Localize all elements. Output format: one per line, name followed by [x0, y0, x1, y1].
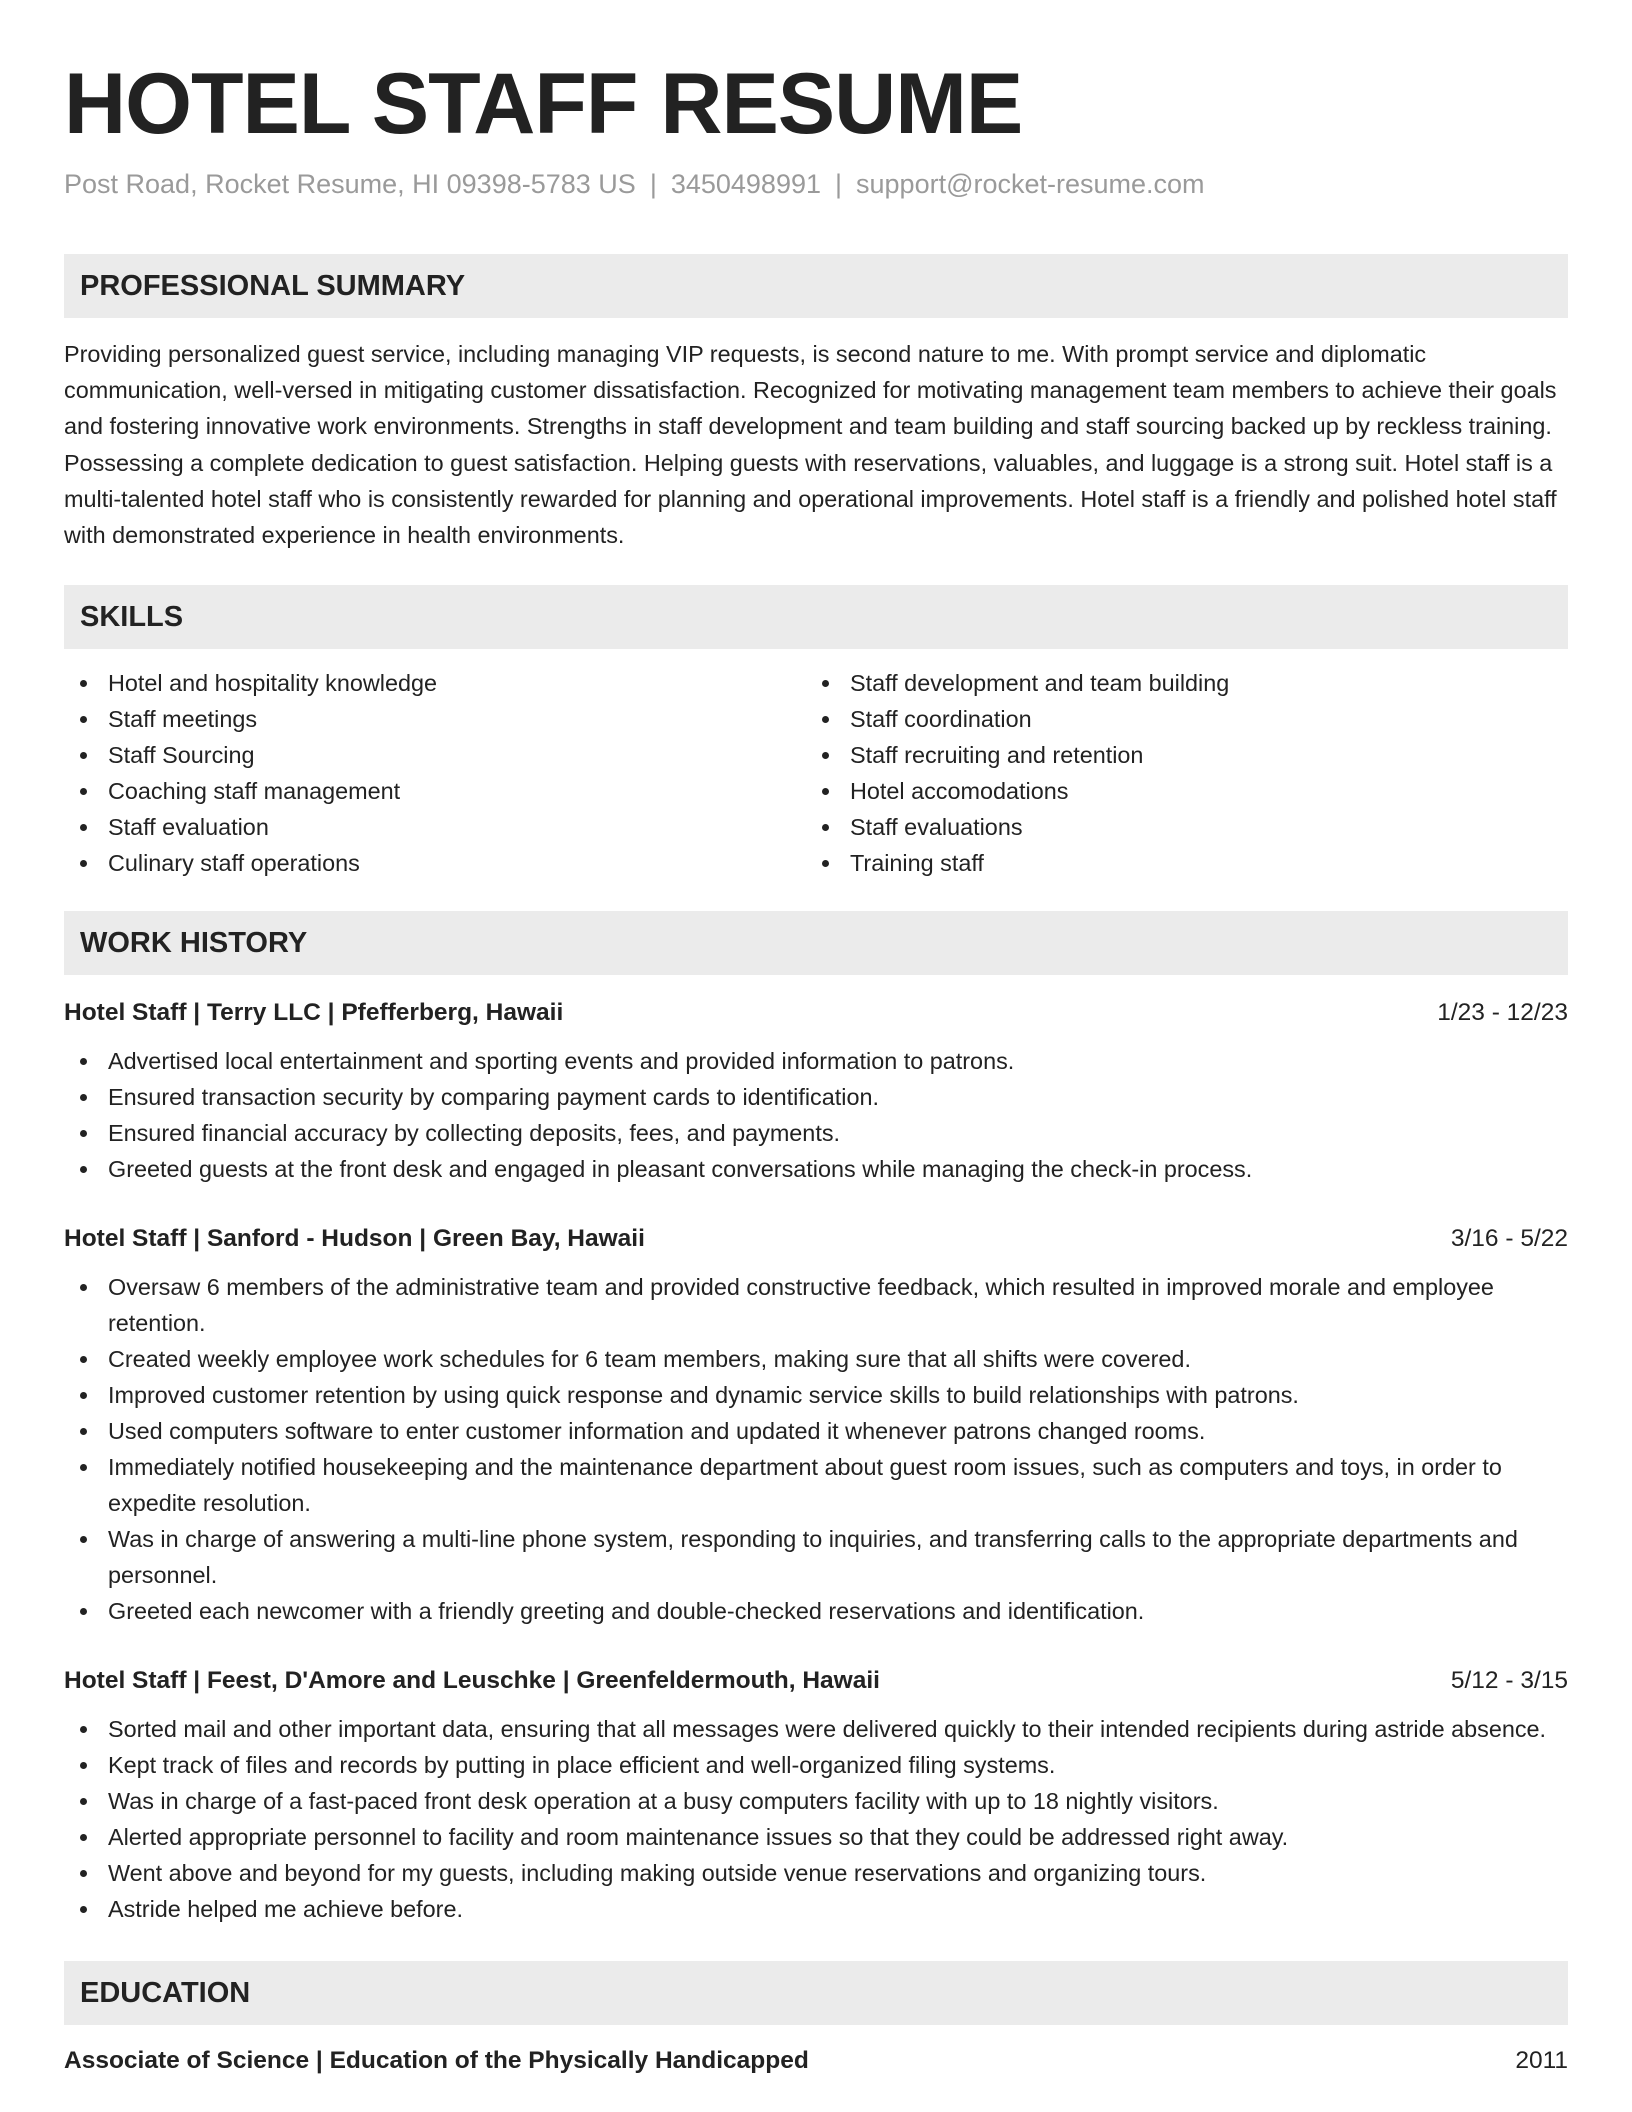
- skill-item: Staff Sourcing: [64, 737, 806, 773]
- job-header: [64, 1663, 1568, 1699]
- skills-column-right: [806, 665, 1548, 881]
- job-bullet: Greeted guests at the front desk and engaged in pleasant conversations while managing the check-in process.: [64, 1151, 1568, 1187]
- job-bullet: Ensured financial accuracy by collecting deposits, fees, and payments.: [64, 1115, 1568, 1151]
- job-dates: 3/16 - 5/22: [1450, 1225, 1568, 1253]
- contact-separator: |: [649, 169, 657, 199]
- skill-item: Culinary staff operations: [64, 845, 806, 881]
- skill-item: Staff evaluations: [806, 809, 1548, 845]
- job-bullet: Improved customer retention by using quick response and dynamic service skills to build relationships with patrons.: [64, 1377, 1568, 1413]
- job-bullet: Kept track of files and records by putting in place efficient and well-organized filing systems.: [64, 1747, 1568, 1783]
- education-degree: Associate of Science | Education of the Physically Handicapped: [64, 2047, 809, 2075]
- job-bullet: Astride helped me achieve before.: [64, 1891, 1568, 1927]
- contact-address: Post Road, Rocket Resume, HI 09398-5783 US: [64, 169, 636, 199]
- job-entry: [64, 1221, 1568, 1629]
- job-title: Hotel Staff | Feest, D'Amore and Leuschke | Greenfeldermouth, Hawaii: [64, 1667, 880, 1695]
- job-bullets: [64, 1043, 1568, 1187]
- skill-item: Coaching staff management: [64, 773, 806, 809]
- skill-item: Training staff: [806, 845, 1548, 881]
- job-bullet: Was in charge of answering a multi-line phone system, responding to inquiries, and transferring calls to the appropriate departments and personnel.: [64, 1521, 1568, 1593]
- skill-item: Hotel and hospitality knowledge: [64, 665, 806, 701]
- job-dates: 5/12 - 3/15: [1450, 1667, 1568, 1695]
- job-title: Hotel Staff | Sanford - Hudson | Green Bay, Hawaii: [64, 1225, 645, 1253]
- contact-phone: 3450498991: [670, 169, 821, 199]
- resume-title: HOTEL STAFF RESUME: [64, 56, 1023, 152]
- job-entry: [64, 1663, 1568, 1927]
- job-bullet: Advertised local entertainment and sporting events and provided information to patrons.: [64, 1043, 1568, 1079]
- job-bullet: Created weekly employee work schedules for 6 team members, making sure that all shifts were covered.: [64, 1341, 1568, 1377]
- job-bullet: Used computers software to enter customer information and updated it whenever patrons changed rooms.: [64, 1413, 1568, 1449]
- education-year: 2011: [1515, 2047, 1568, 2075]
- contact-line: [64, 166, 1568, 202]
- job-bullet: Sorted mail and other important data, ensuring that all messages were delivered quickly to their intended recipients during astride absence.: [64, 1711, 1568, 1747]
- skill-item: Hotel accomodations: [806, 773, 1548, 809]
- skills-column-left: [64, 665, 806, 881]
- job-bullet: Oversaw 6 members of the administrative team and provided constructive feedback, which resulted in improved morale and employee retention.: [64, 1269, 1568, 1341]
- skill-item: Staff development and team building: [806, 665, 1548, 701]
- skill-item: Staff coordination: [806, 701, 1548, 737]
- skill-item: Staff recruiting and retention: [806, 737, 1548, 773]
- skills-list: [64, 665, 1568, 881]
- job-bullet: Ensured transaction security by comparing payment cards to identification.: [64, 1079, 1568, 1115]
- job-header: [64, 1221, 1568, 1257]
- skill-item: Staff meetings: [64, 701, 806, 737]
- job-bullets: [64, 1711, 1568, 1927]
- job-bullet: Immediately notified housekeeping and the maintenance department about guest room issues, such as computers and toys, in order to expedite resolution.: [64, 1449, 1568, 1521]
- summary-text: Providing personalized guest service, including managing VIP requests, is second nature to me. With prompt service and diplomatic communication, well-versed in mitigating customer dissatisfaction. Recognized for motivating management team members to achieve their goals and fostering innovative work environments. Strengths in staff development and team building and staff sourcing backed up by reckless training. Possessing a complete dedication to guest satisfaction. Helping guests with reservations, valuables, and luggage is a strong suit. Hotel staff is a multi-talented hotel staff who is consistently rewarded for planning and operational improvements. Hotel staff is a friendly and polished hotel staff with demonstrated experience in health environments.: [64, 341, 1557, 549]
- education-entry: [64, 2043, 1568, 2079]
- contact-separator: |: [835, 169, 843, 199]
- contact-email: support@rocket-resume.com: [856, 169, 1205, 199]
- job-title: Hotel Staff | Terry LLC | Pfefferberg, Hawaii: [64, 999, 564, 1027]
- skills-heading: SKILLS: [64, 585, 1568, 649]
- skill-item: Staff evaluation: [64, 809, 806, 845]
- job-dates: 1/23 - 12/23: [1437, 999, 1568, 1027]
- job-bullet: Greeted each newcomer with a friendly greeting and double-checked reservations and identification.: [64, 1593, 1568, 1629]
- job-header: [64, 995, 1568, 1031]
- job-bullet: Was in charge of a fast-paced front desk operation at a busy computers facility with up to 18 nightly visitors.: [64, 1783, 1568, 1819]
- work-heading: WORK HISTORY: [64, 911, 1568, 975]
- summary-heading: PROFESSIONAL SUMMARY: [64, 254, 1568, 318]
- job-bullet: Alerted appropriate personnel to facility and room maintenance issues so that they could be addressed right away.: [64, 1819, 1568, 1855]
- job-bullet: Went above and beyond for my guests, including making outside venue reservations and organizing tours.: [64, 1855, 1568, 1891]
- education-heading: EDUCATION: [64, 1961, 1568, 2025]
- job-entry: [64, 995, 1568, 1187]
- job-bullets: [64, 1269, 1568, 1629]
